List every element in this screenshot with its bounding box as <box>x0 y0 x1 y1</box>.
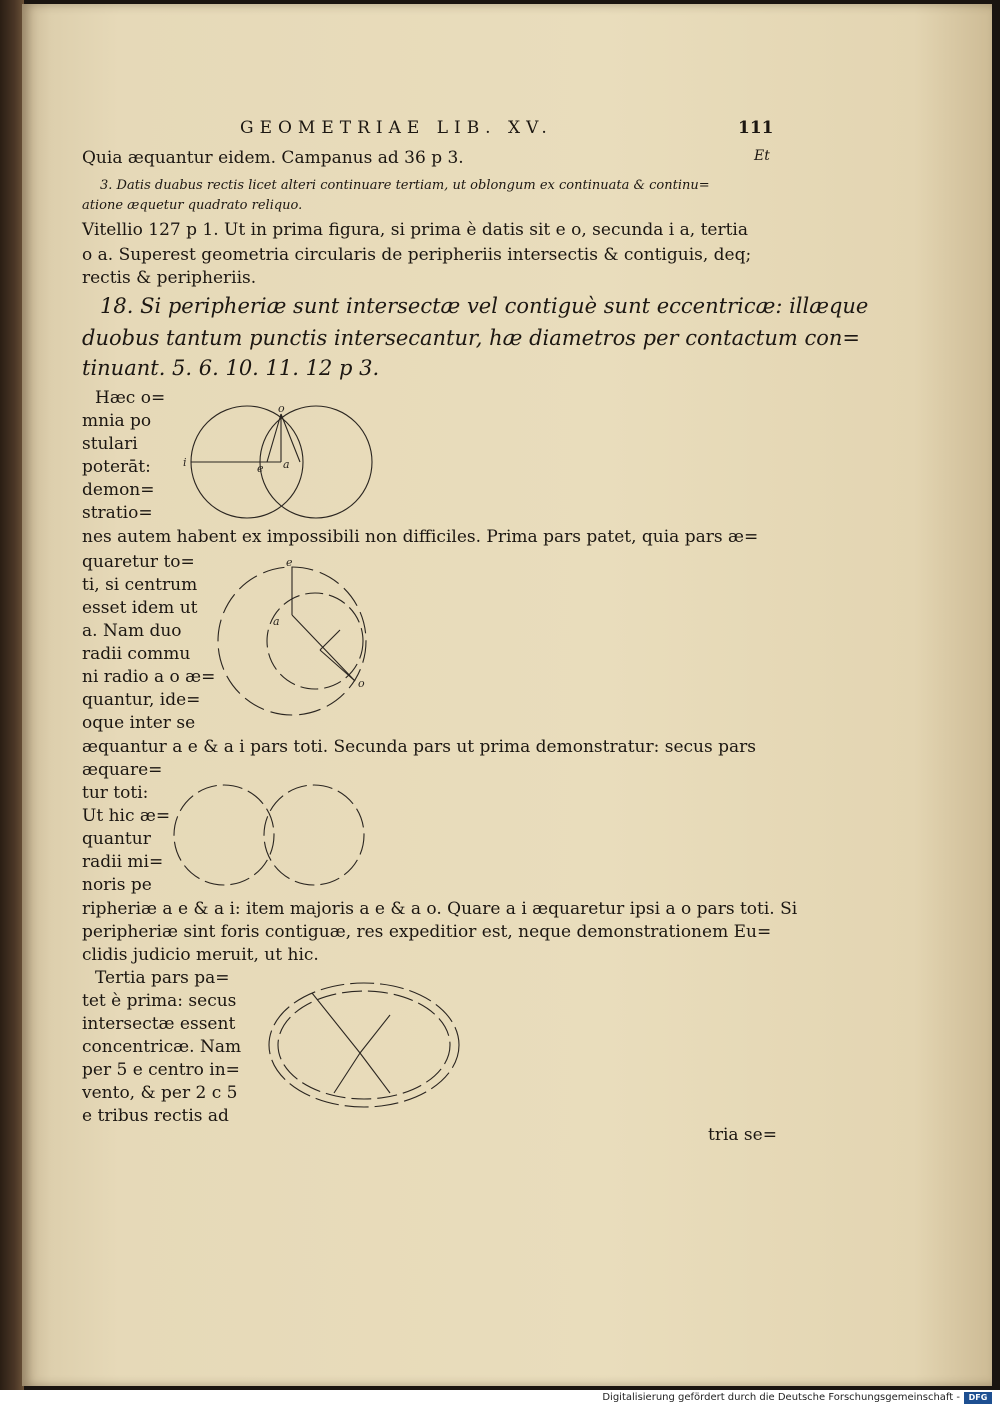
text-line: intersectæ essent <box>82 1014 236 1034</box>
figure-circle-right <box>264 785 364 885</box>
figure-line <box>360 1053 390 1093</box>
figure-circle-left <box>174 785 274 885</box>
text-line: oque inter se <box>82 713 196 733</box>
figure-label-e: e <box>257 462 264 475</box>
text-line: ripheriæ a e & a i: item majoris a e & a o. Quare a i æquaretur ipsi a o pars toti. Si <box>82 899 798 919</box>
figure-ellipse-outer <box>269 983 459 1107</box>
text-line: poterāt: <box>82 457 151 477</box>
figure-chord <box>267 414 281 462</box>
figure-label-i: i <box>183 456 187 469</box>
text-line: æquare= <box>82 760 163 780</box>
figure-radius <box>292 615 355 681</box>
text-line: vento, & per 2 c 5 <box>82 1083 238 1103</box>
text-line: radii commu <box>82 644 191 664</box>
figure-label-a: a <box>273 615 280 628</box>
figure-label-o: o <box>358 677 365 690</box>
book-binding-edge <box>0 0 24 1390</box>
text-line: o a. Superest geometria circularis de peripheriis intersectis & contiguis, deq; <box>82 245 752 265</box>
text-line: Quia æquantur eidem. Campanus ad 36 p 3. <box>82 148 464 168</box>
figure-line <box>360 1015 390 1053</box>
proposition-line: 18. Si peripheriæ sunt intersectæ vel contiguè sunt eccentricæ: illæque <box>100 294 869 318</box>
text-line: ti, si centrum <box>82 575 198 595</box>
text-line: nes autem habent ex impossibili non difficiles. Prima pars patet, quia pars æ= <box>82 527 759 547</box>
text-line: 3. Datis duabus rectis licet alteri continuare tertiam, ut oblongum ex continuata & continu= <box>100 178 710 193</box>
proposition-line: tinuant. 5. 6. 10. 11. 12 p 3. <box>82 356 380 380</box>
text-line: per 5 e centro in= <box>82 1060 240 1080</box>
figure-chord <box>320 650 355 681</box>
text-line: Vitellio 127 p 1. Ut in prima figura, si prima è datis sit e o, secunda i a, tertia <box>82 220 748 240</box>
text-line: esset idem ut <box>82 598 198 618</box>
text-line: Hæc o= <box>95 388 166 408</box>
text-line: radii mi= <box>82 852 164 872</box>
text-line: Ut hic æ= <box>82 806 171 826</box>
figure-externally-tangent-circles <box>172 775 372 895</box>
text-line: æquantur a e & a i pars toti. Secunda pars ut prima demonstratur: secus pars <box>82 737 756 757</box>
text-line: noris pe <box>82 875 152 895</box>
figure-line <box>312 993 360 1053</box>
text-line: ni radio a o æ= <box>82 667 216 687</box>
text-line: atione æquetur quadrato reliquo. <box>82 198 303 213</box>
text-line: demon= <box>82 480 155 500</box>
text-line: quantur, ide= <box>82 690 201 710</box>
proposition-line: duobus tantum punctis intersecantur, hæ diametros per contactum con= <box>82 326 860 350</box>
text-line: stratio= <box>82 503 153 523</box>
figure-label-a: a <box>283 458 290 471</box>
text-line: a. Nam duo <box>82 621 182 641</box>
catch-word: Et <box>754 148 770 164</box>
text-line: rectis & peripheriis. <box>82 268 257 288</box>
page-number: 111 <box>738 118 774 138</box>
text-line: concentricæ. Nam <box>82 1037 242 1057</box>
footer-credit: Digitalisierung gefördert durch die Deutsche Forschungsgemeinschaft - <box>602 1392 960 1403</box>
figure-concentric-ellipses <box>262 975 472 1115</box>
figure-ellipse-inner <box>278 991 450 1099</box>
text-line: quaretur to= <box>82 552 195 572</box>
text-line: mnia po <box>82 411 152 431</box>
text-line: Tertia pars pa= <box>95 968 230 988</box>
catchword: tria se= <box>708 1125 777 1145</box>
text-line: tur toti: <box>82 783 149 803</box>
figure-line <box>334 1053 360 1093</box>
figure-label-e: e <box>286 556 293 569</box>
text-line: peripheriæ sint foris contiguæ, res expeditior est, neque demonstrationem Eu= <box>82 922 772 942</box>
running-title: GEOMETRIAE LIB. XV. <box>240 118 553 138</box>
text-line: quantur <box>82 829 151 849</box>
figure-intersecting-circles <box>175 400 395 525</box>
text-line: stulari <box>82 434 138 454</box>
figure-label-o: o <box>278 402 285 415</box>
figure-chord <box>320 630 340 650</box>
figure-internally-tangent-circles <box>215 555 385 725</box>
text-line: tet è prima: secus <box>82 991 237 1011</box>
dfg-logo: DFG <box>964 1392 992 1404</box>
text-line: clidis judicio meruit, ut hic. <box>82 945 319 965</box>
text-line: e tribus rectis ad <box>82 1106 229 1126</box>
